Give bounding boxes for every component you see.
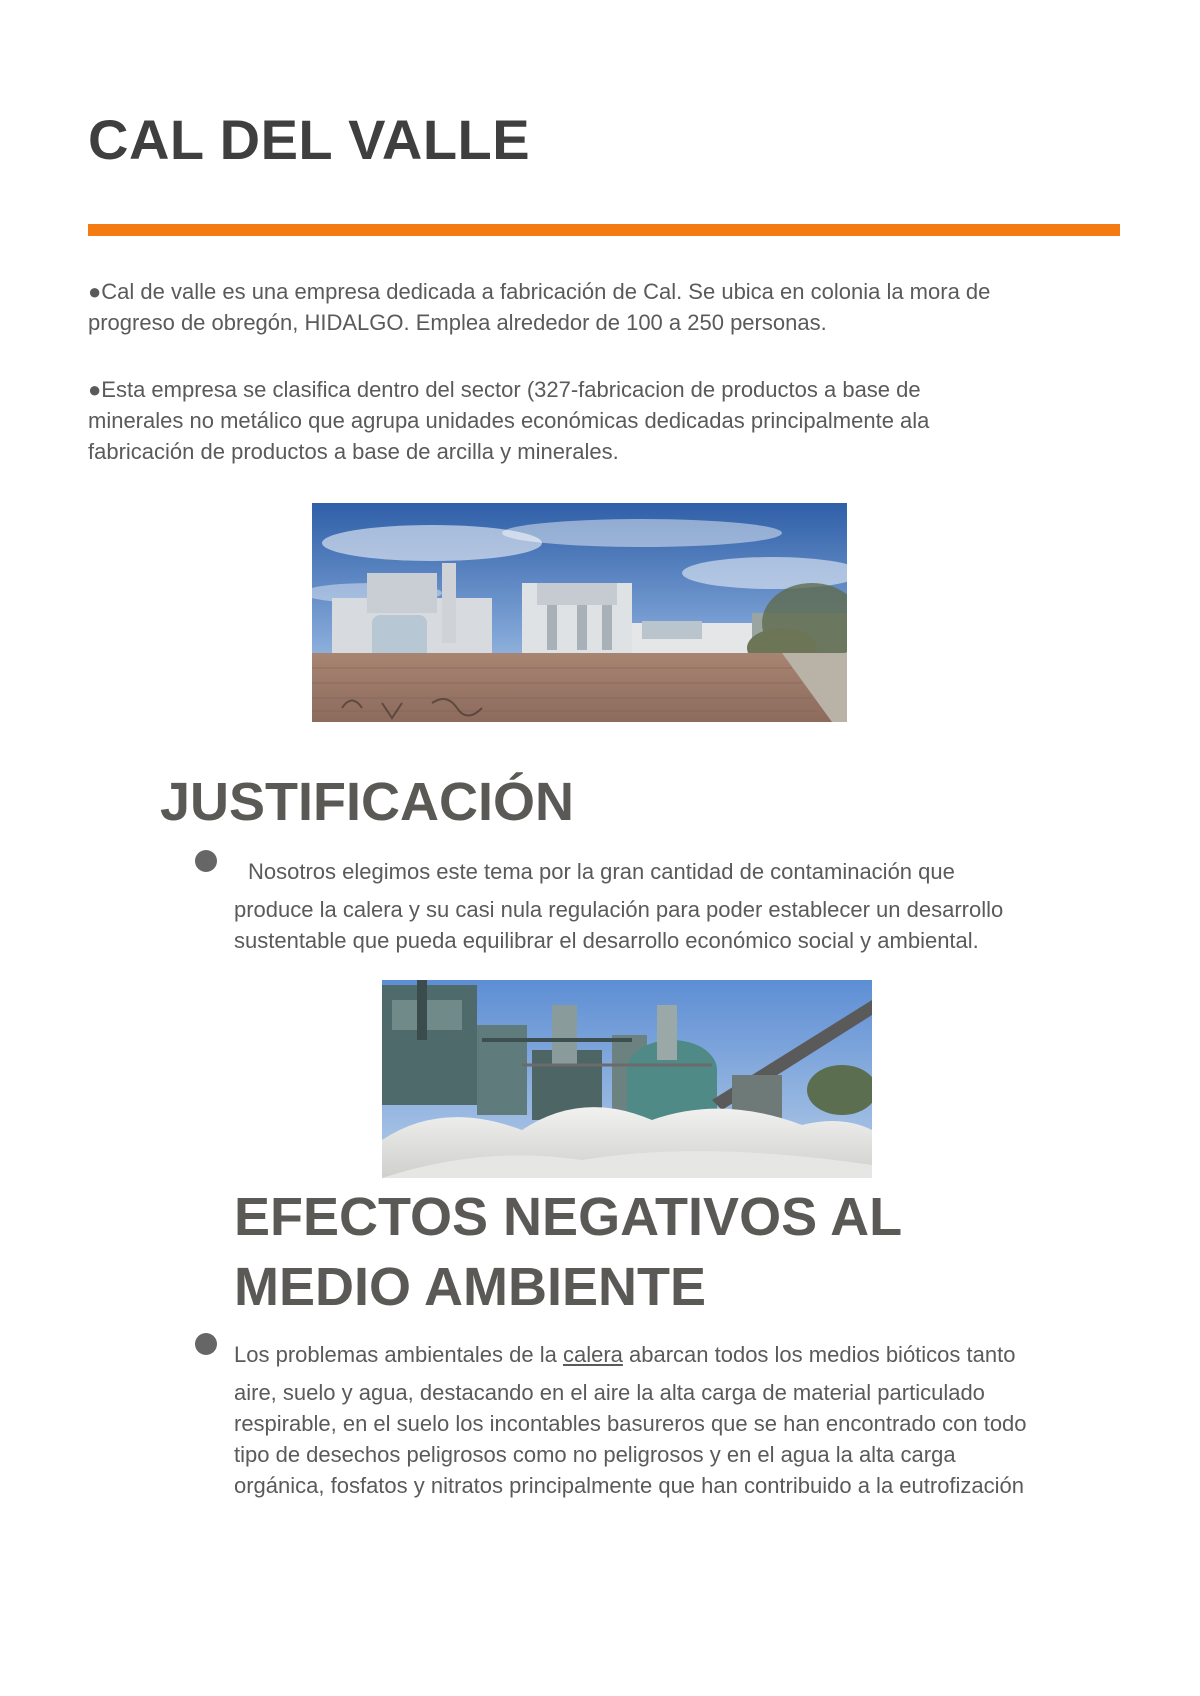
efectos-line-2: aire, suelo y agua, destacando en el aire la alta carga de material particulado <box>234 1380 985 1405</box>
justificacion-line-2: produce la calera y su casi nula regulación para poder establecer un desarrollo <box>234 897 1004 922</box>
justificacion-heading: JUSTIFICACIÓN <box>160 772 575 832</box>
intro-paragraph-2 <box>88 374 1128 467</box>
orange-divider <box>88 224 1120 236</box>
efectos-heading <box>234 1182 1054 1322</box>
intro-p2-line-1: ●Esta empresa se clasifica dentro del sector (327-fabricacion de productos a base de <box>88 377 921 402</box>
intro-p1-line-1: ●Cal de valle es una empresa dedicada a fabricación de Cal. Se ubica en colonia la mora de <box>88 279 991 304</box>
efectos-line-1-after: abarcan todos los medios bióticos tanto <box>622 1342 1016 1367</box>
efectos-line-5: orgánica, fosfatos y nitratos principalmente que han contribuido a la eutrofización <box>234 1473 1025 1498</box>
justificacion-text <box>234 856 1114 956</box>
justificacion-line-1: Nosotros elegimos este tema por la gran cantidad de contaminación que <box>248 859 955 884</box>
lime-piles-photo <box>382 980 872 1178</box>
efectos-line-3: respirable, en el suelo los incontables basureros que se han encontrado con todo <box>234 1411 1027 1436</box>
efectos-heading-line-2: MEDIO AMBIENTE <box>234 1257 706 1317</box>
intro-p2-line-3: fabricación de productos a base de arcilla y minerales. <box>88 439 619 464</box>
lime-plant-photo <box>312 503 847 722</box>
intro-p1-line-2: progreso de obregón, HIDALGO. Emplea alrededor de 100 a 250 personas. <box>88 310 827 335</box>
bullet-dot-icon <box>195 850 217 872</box>
calera-link[interactable]: calera <box>562 1342 623 1367</box>
efectos-line-4: tipo de desechos peligrosos como no peligrosos y en el agua la alta carga <box>234 1442 956 1467</box>
efectos-line-1 <box>234 1339 1015 1370</box>
bullet-dot-icon <box>195 1333 217 1355</box>
intro-paragraph-1 <box>88 276 1128 338</box>
efectos-text <box>234 1339 1114 1501</box>
efectos-line-1-before: Los problemas ambientales de la <box>234 1342 563 1367</box>
intro-p2-line-2: minerales no metálico que agrupa unidades económicas dedicadas principalmente ala <box>88 408 930 433</box>
document-title: CAL DEL VALLE <box>88 108 531 171</box>
efectos-heading-line-1: EFECTOS NEGATIVOS AL <box>234 1187 903 1247</box>
justificacion-line-3: sustentable que pueda equilibrar el desarrollo económico social y ambiental. <box>234 928 979 953</box>
